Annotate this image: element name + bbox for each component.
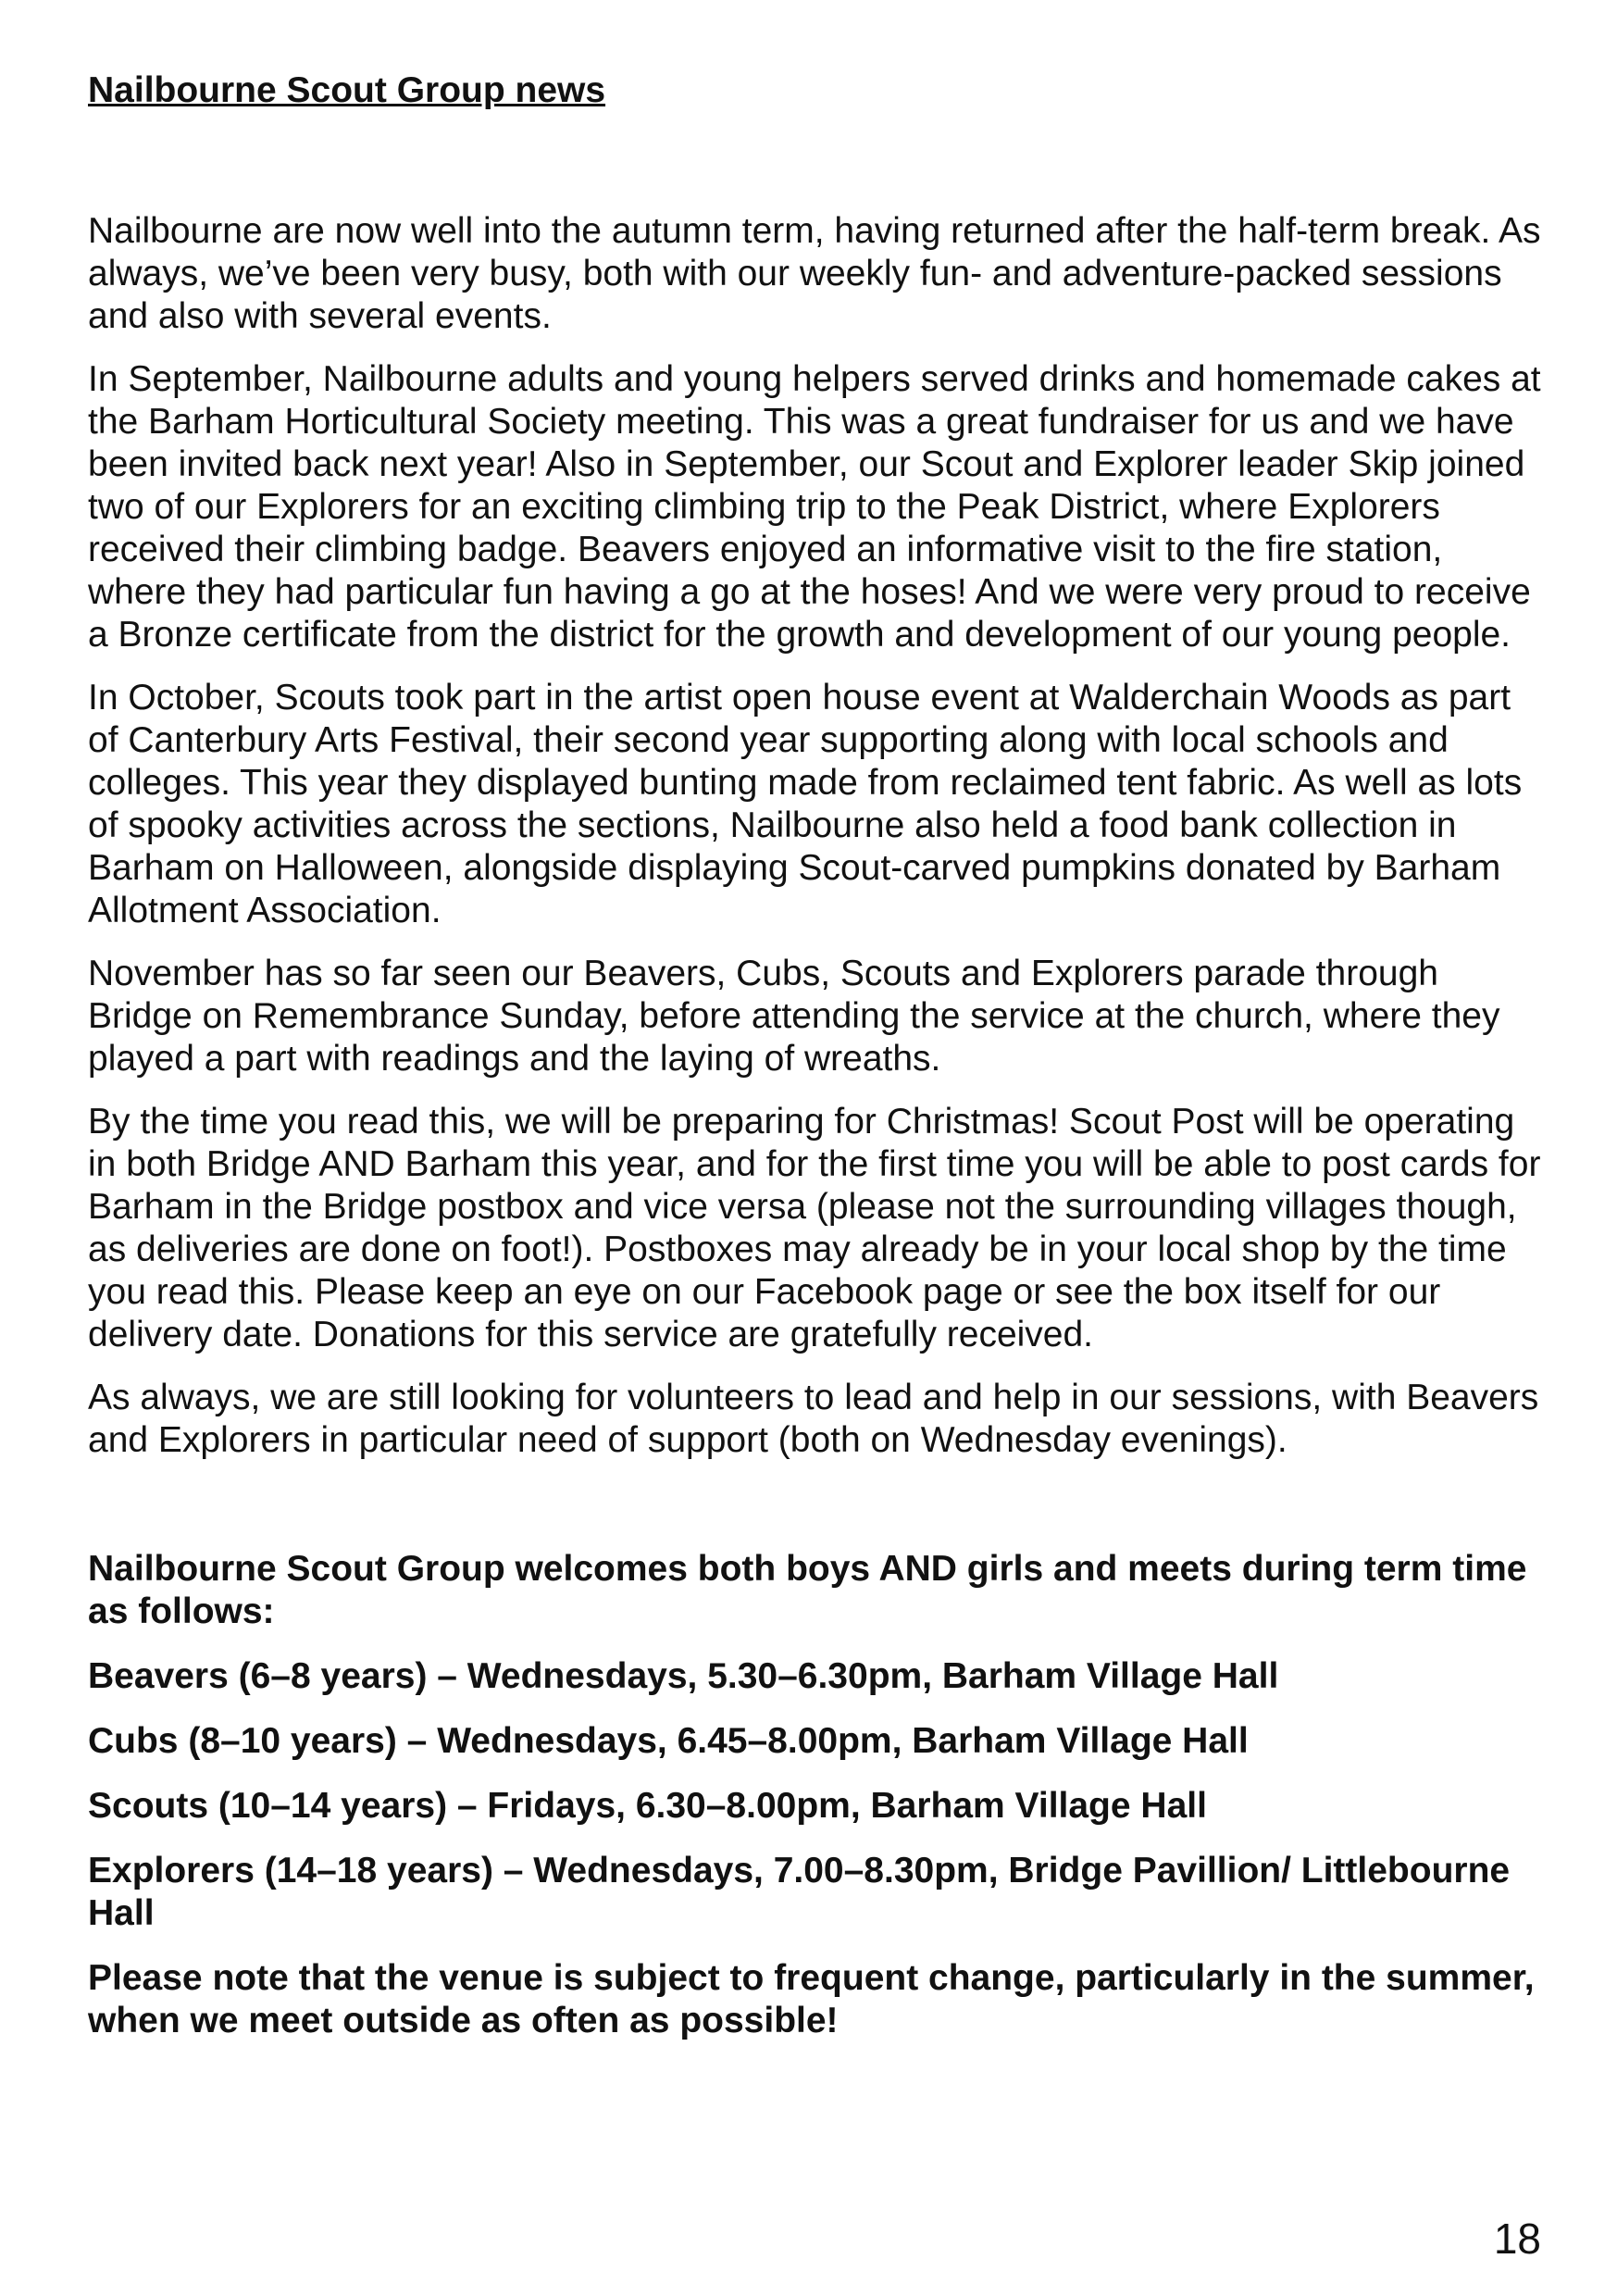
meeting-beavers: Beavers (6–8 years) – Wednesdays, 5.30–6.30pm, Barham Village Hall [88,1656,1279,1696]
article-paragraph: In October, Scouts took part in the artist open house event at Walderchain Woods as part of Canterbury Arts Festival, their second year supporting along with local schools and colleges. This year they displayed bunting made from reclaimed tent fabric. As well as lots of spooky activities across the sections, Nailbourne also held a food bank collection in Barham on Halloween, alongside displaying Scout-carved pumpkins donated by Barham Allotment Association. [88,678,1523,930]
article-paragraph: By the time you read this, we will be preparing for Christmas! Scout Post will be operating in both Bridge AND Barham this year, and for the first time you will be able to post cards for Barham in the Bridge postbox and vice versa (please not the surrounding villages though, as deliveries are done on foot!). Postboxes may already be in your local shop by the time you read this. Please keep an eye on our Facebook page or see the box itself for our delivery date. Donations for this service are gratefully received. [88,1102,1541,1354]
meeting-explorers: Explorers (14–18 years) – Wednesdays, 7.00–8.30pm, Bridge Pavillion/ Littlebourne Hall [88,1851,1511,1933]
page-number: 18 [1493,2215,1541,2263]
article-paragraph: As always, we are still looking for volunteers to lead and help in our sessions, with Beavers and Explorers in particular need of support (both on Wednesday evenings). [88,1378,1539,1460]
meeting-intro: Nailbourne Scout Group welcomes both boys AND girls and meets during term time as follows: [88,1549,1527,1631]
meeting-info [88,1548,1546,2042]
article-paragraph: In September, Nailbourne adults and young helpers served drinks and homemade cakes at the Barham Horticultural Society meeting. This was a great fundraiser for us and we have been invited back next year! Also in September, our Scout and Explorer leader Skip joined two of our Explorers for an exciting climbing trip to the Peak District, where Explorers received their climbing badge. Beavers enjoyed an informative visit to the fire station, where they had particular fun having a go at the hoses! And we were very proud to receive a Bronze certificate from the district for the growth and development of our young people. [88,359,1541,655]
meeting-scouts: Scouts (10–14 years) – Fridays, 6.30–8.00pm, Barham Village Hall [88,1786,1207,1826]
article-title: Nailbourne Scout Group news [88,70,606,110]
article-paragraph: November has so far seen our Beavers, Cubs, Scouts and Explorers parade through Bridge on Remembrance Sunday, before attending the service at the church, where they played a part with readings and the laying of wreaths. [88,954,1500,1079]
article-paragraph: Nailbourne are now well into the autumn term, having returned after the half-term break. As always, we’ve been very busy, both with our weekly fun- and adventure-packed sessions and also with several events. [88,211,1541,336]
newsletter-page [88,69,1546,2065]
meeting-cubs: Cubs (8–10 years) – Wednesdays, 6.45–8.00pm, Barham Village Hall [88,1721,1249,1761]
venue-note: Please note that the venue is subject to frequent change, particularly in the summer, when we meet outside as often as possible! [88,1958,1535,2040]
article-body [88,210,1546,1462]
